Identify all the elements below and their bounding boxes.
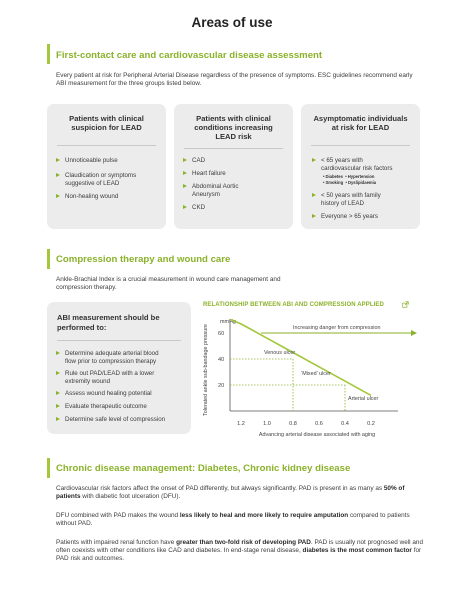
risk-factor: Smoking bbox=[325, 180, 344, 185]
card-clinical-suspicion bbox=[47, 104, 166, 229]
list-item: < 65 years with bbox=[321, 157, 363, 165]
bullet-triangle-icon bbox=[312, 193, 316, 197]
bullet-triangle-icon bbox=[56, 417, 60, 421]
risk-factor: Hypertension bbox=[347, 174, 375, 179]
card-title-line: Patients with clinical bbox=[196, 114, 271, 123]
list-item: < 50 years with family bbox=[321, 192, 381, 200]
x-tick-label: 0.6 bbox=[315, 421, 323, 427]
x-axis-label: Advancing arterial disease associated with aging bbox=[258, 432, 376, 438]
bullet-triangle-icon bbox=[56, 194, 60, 198]
bullet-triangle-icon bbox=[183, 171, 187, 175]
y-axis-unit: mmHg bbox=[220, 319, 236, 325]
list-item: Heart failure bbox=[192, 170, 226, 178]
card-title-line: ABI measurement should be bbox=[57, 313, 160, 322]
paragraph-risk-factors: Cardiovascular risk factors affect the onset of PAD differently, but always significantly. PAD is present in as many as 50% of patients with diabetic foot ulceration (DFU). bbox=[56, 485, 405, 501]
page-title: Areas of use bbox=[191, 15, 273, 30]
annotation-arterial-ulcer: Arterial ulcer bbox=[348, 396, 379, 402]
card-divider bbox=[57, 145, 156, 146]
y-tick-label: 20 bbox=[218, 383, 225, 389]
risk-factor: Dyslipidaemia bbox=[347, 180, 377, 185]
list-item: Rule out PAD/LEAD with a lower bbox=[65, 370, 154, 378]
list-item-continuation: extremity wound bbox=[65, 378, 111, 385]
section-accent-bar bbox=[47, 249, 50, 269]
x-tick-label: 0.8 bbox=[289, 421, 297, 427]
list-item: Determine adequate arterial blood bbox=[65, 350, 159, 358]
bullet-triangle-icon bbox=[183, 205, 187, 209]
card-title-line: Patients with clinical bbox=[69, 114, 144, 123]
list-item-continuation: flow prior to compression therapy bbox=[65, 358, 157, 365]
card-title-line: Asymptomatic individuals bbox=[313, 114, 408, 123]
y-tick-group bbox=[218, 331, 224, 389]
list-item: Abdominal Aortic bbox=[192, 183, 238, 191]
list-item: CAD bbox=[192, 157, 205, 165]
section-accent-bar bbox=[47, 458, 50, 478]
bullet-triangle-icon bbox=[183, 158, 187, 162]
list-item: Non-healing wound bbox=[65, 193, 118, 201]
card-divider bbox=[57, 340, 181, 341]
reference-lines bbox=[230, 359, 345, 411]
paragraph-renal: Patients with impaired renal function have greater than two-fold risk of developing PAD. PAD is usually not prognosed well and often coexists with other conditions like CAD and diabetes. In end-stage renal disease, diabetes is the most common factor for PAD risk and outcomes. bbox=[56, 539, 424, 563]
list-item: CKD bbox=[192, 204, 205, 212]
bullet-triangle-icon bbox=[56, 158, 60, 162]
card-title-line: conditions increasing bbox=[194, 123, 273, 132]
annotation-mixed-ulcer: ‘Mixed’ ulcer bbox=[301, 371, 331, 377]
abi-compression-chart bbox=[198, 308, 426, 442]
card-abi-measurement bbox=[47, 302, 191, 434]
bullet-triangle-icon bbox=[183, 184, 187, 188]
external-link-icon[interactable] bbox=[402, 301, 409, 308]
y-tick-label: 40 bbox=[218, 357, 225, 363]
list-item: Unnoticeable pulse bbox=[65, 157, 118, 165]
risk-factor-list: •Smoking •Dyslipidaemia bbox=[323, 180, 377, 185]
risk-factor-list: •Diabetes •Hypertension bbox=[323, 174, 375, 179]
risk-factor: Diabetes bbox=[325, 174, 343, 179]
list-item: Evaluate therapeutic outcome bbox=[65, 403, 147, 411]
y-axis-label: Tolerated ankle sub-bandage pressure bbox=[203, 323, 209, 417]
card-title-line: suspicion for LEAD bbox=[71, 123, 142, 132]
x-tick-label: 0.2 bbox=[367, 421, 375, 427]
card-conditions-increasing-risk bbox=[174, 104, 293, 229]
card-asymptomatic-at-risk bbox=[301, 104, 420, 229]
annotation-venous-ulcer: Venous ulcer bbox=[264, 350, 296, 356]
bullet-triangle-icon bbox=[56, 404, 60, 408]
list-item: Claudication or symptoms bbox=[65, 172, 136, 180]
x-tick-label: 0.4 bbox=[341, 421, 349, 427]
x-tick-label: 1.0 bbox=[263, 421, 271, 427]
list-item-continuation: Aneurysm bbox=[192, 191, 220, 198]
list-item-continuation: history of LEAD bbox=[321, 200, 364, 207]
list-item-continuation: cardiovascular risk factors bbox=[321, 165, 393, 172]
bullet-triangle-icon bbox=[312, 158, 316, 162]
y-tick-label: 60 bbox=[218, 331, 225, 337]
section-accent-bar bbox=[47, 44, 50, 64]
bullet-triangle-icon bbox=[56, 391, 60, 395]
bullet-triangle-icon bbox=[312, 214, 316, 218]
card-divider bbox=[311, 145, 410, 146]
section-heading-first-contact: First-contact care and cardiovascular disease assessment bbox=[56, 50, 323, 61]
list-item-continuation: suggestive of LEAD bbox=[65, 180, 120, 187]
card-title-line: performed to: bbox=[57, 323, 107, 332]
section-heading-compression: Compression therapy and wound care bbox=[56, 254, 231, 265]
list-item: Everyone > 65 years bbox=[321, 213, 378, 221]
x-tick-group bbox=[237, 421, 375, 427]
card-title-line: at risk for LEAD bbox=[331, 123, 390, 132]
bullet-triangle-icon bbox=[56, 351, 60, 355]
paragraph-dfu: DFU combined with PAD makes the wound less likely to heal and more likely to require amputation compared to patients without PAD. bbox=[56, 512, 410, 528]
list-item: Assess wound healing potential bbox=[65, 390, 152, 398]
section-intro-first-contact: Every patient at risk for Peripheral Arterial Disease regardless of the presence of symptoms. ESC guidelines recommend early ABI measurement for the three groups listed below. bbox=[56, 72, 413, 88]
card-divider bbox=[184, 148, 283, 149]
list-item: Determine safe level of compression bbox=[65, 416, 165, 424]
danger-arrow-label: Increasing danger from compression bbox=[293, 325, 381, 331]
section-intro-compression: Ankle-Brachial Index is a crucial measurement in wound care management and compression therapy. bbox=[56, 276, 281, 292]
chart-title: RELATIONSHIP BETWEEN ABI AND COMPRESSION APPLIED bbox=[203, 302, 384, 308]
bullet-triangle-icon bbox=[56, 173, 60, 177]
card-title-line: LEAD risk bbox=[215, 132, 252, 141]
bullet-triangle-icon bbox=[56, 371, 60, 375]
x-tick-label: 1.2 bbox=[237, 421, 245, 427]
section-heading-chronic-disease: Chronic disease management: Diabetes, Chronic kidney disease bbox=[56, 463, 351, 474]
